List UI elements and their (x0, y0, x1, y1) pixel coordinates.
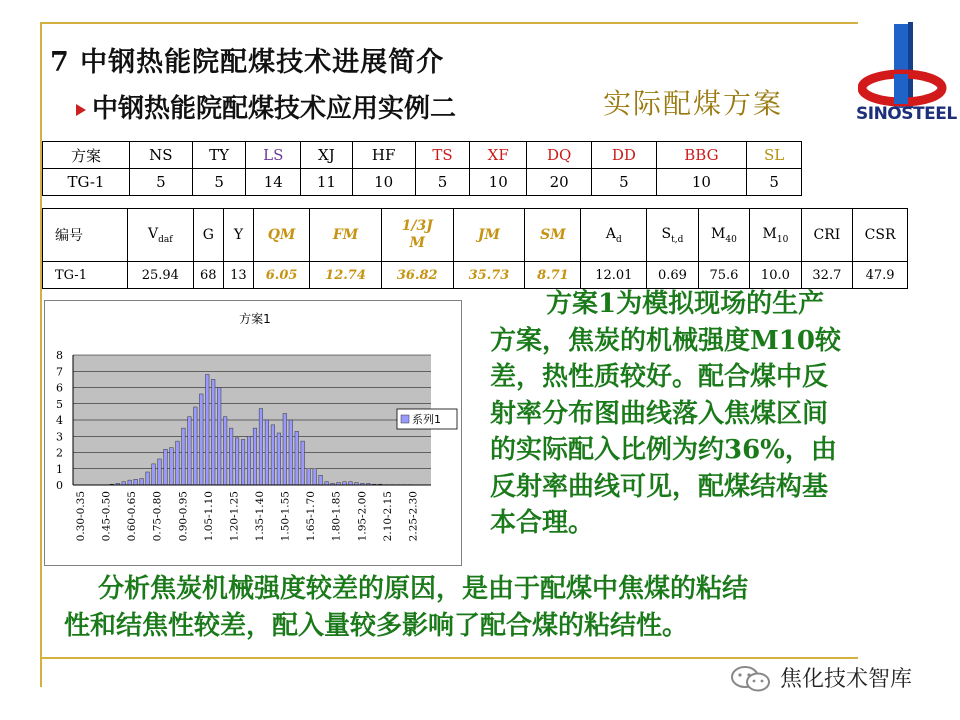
table-cell: SM (525, 209, 581, 262)
header-line: M (409, 235, 425, 251)
x-tick-label: 0.90-0.95 (177, 491, 190, 542)
subscript: d (616, 234, 622, 245)
top-rule (40, 22, 858, 24)
legend-label: 系列1 (412, 413, 441, 426)
table-cell: 35.73 (453, 262, 525, 289)
y-tick-label: 5 (56, 397, 63, 411)
table-cell: LS (246, 142, 301, 169)
table-cell: BBG (656, 142, 747, 169)
table-cell: 5 (747, 169, 802, 196)
y-tick-label: 4 (56, 414, 63, 427)
paragraph-line: 差，热性质较好。配合煤中反 (490, 362, 829, 392)
subscript: t,d (671, 234, 684, 245)
y-tick-label: 7 (56, 365, 63, 379)
bar (313, 469, 317, 485)
legend-swatch (401, 415, 409, 423)
paragraph-line: 的实际配入比例为约36%，由 (490, 435, 837, 465)
table-cell: 方案 (43, 142, 130, 169)
bar (229, 428, 233, 485)
bar (205, 375, 209, 486)
x-tick-label: 1.80-1.85 (330, 491, 343, 542)
subtitle (76, 88, 456, 125)
bar (265, 420, 269, 485)
y-tick-label: 2 (56, 446, 63, 460)
table-cell: TS (415, 142, 470, 169)
table-cell: 8.71 (525, 262, 581, 289)
paragraph-line: 性和结焦性较差，配入量较多影响了配合煤的粘结性。 (64, 610, 689, 641)
bar (188, 417, 192, 485)
bar (128, 480, 132, 485)
bar (164, 449, 168, 485)
subscript: daf (158, 234, 173, 245)
param-m10: M (762, 225, 777, 242)
table-cell: 20 (527, 169, 592, 196)
y-tick-label: 3 (56, 430, 63, 444)
bar (319, 475, 323, 485)
table-cell: JM (453, 209, 525, 262)
table-cell (698, 209, 749, 262)
x-tick-label: 1.65-1.70 (305, 491, 318, 542)
table-cell: 5 (415, 169, 470, 196)
table-cell: 10 (352, 169, 415, 196)
table-cell: DD (592, 142, 656, 169)
subscript: 10 (776, 234, 789, 245)
bar (199, 394, 203, 485)
bar (247, 436, 251, 485)
table-cell (128, 209, 194, 262)
table-cell: 68 (193, 262, 223, 289)
table-cell: 10 (470, 169, 527, 196)
x-tick-label: 1.35-1.40 (254, 491, 266, 542)
bar (235, 438, 239, 485)
paragraph-line: 反射率曲线可见，配煤结构基 (490, 471, 829, 502)
table-cell: G (193, 209, 223, 262)
table-cell: 5 (192, 169, 246, 196)
x-tick-label: 1.50-1.55 (279, 491, 292, 542)
table-cell (750, 209, 801, 262)
table-cell: 0.69 (647, 262, 698, 289)
table-cell: TG-1 (43, 262, 128, 289)
bar (253, 428, 257, 485)
bar (158, 459, 162, 485)
y-tick-label: 6 (56, 381, 63, 395)
table-cell: 14 (246, 169, 301, 196)
x-tick-label: 0.45-0.50 (100, 491, 113, 542)
bullet-arrow-icon (76, 104, 86, 116)
coke-quality-table (42, 208, 908, 289)
subscript: 40 (725, 234, 737, 245)
table-cell: 10.0 (750, 262, 801, 289)
table-cell: TG-1 (43, 169, 130, 196)
bar (241, 440, 245, 486)
bar (182, 428, 186, 485)
x-tick-label: 2.10-2.15 (381, 491, 394, 542)
table-cell: 10 (656, 169, 747, 196)
param-a: A (605, 225, 617, 242)
table-header-row (43, 142, 802, 169)
chart-title: 方案1 (239, 312, 271, 326)
table-cell: 5 (592, 169, 656, 196)
analysis-paragraph-2 (64, 571, 914, 644)
x-tick-label: 0.75-0.80 (151, 491, 164, 542)
x-tick-label: 2.25-2.30 (407, 491, 420, 542)
bar (140, 479, 144, 486)
param-s: S (661, 225, 672, 242)
watermark-text: 焦化技术智库 (780, 667, 913, 692)
table-row (43, 169, 802, 196)
bar (211, 379, 215, 485)
table-cell: 编号 (43, 209, 128, 262)
bar (170, 448, 174, 485)
bar (223, 417, 227, 485)
bar (259, 409, 263, 485)
table-cell (647, 209, 698, 262)
table-cell: 12.01 (581, 262, 647, 289)
bar (295, 431, 299, 485)
paragraph-line: 方案，焦炭的机械强度M10较 (490, 325, 841, 356)
header-line: 1/3J (401, 218, 433, 234)
bar (152, 464, 156, 485)
paragraph-line: 射率分布图曲线落入焦煤区间 (490, 398, 829, 429)
plan-label: 实际配煤方案 (603, 87, 784, 120)
table-cell: SL (747, 142, 802, 169)
x-tick-label: 0.60-0.65 (126, 491, 139, 542)
wechat-icon (728, 664, 774, 694)
y-tick-label: 8 (56, 349, 63, 362)
bottom-rule (40, 657, 858, 659)
bar (194, 407, 198, 485)
table-cell: 6.05 (254, 262, 310, 289)
table-cell: 11 (301, 169, 353, 196)
paragraph-line: 分析焦炭机械强度较差的原因，是由于配煤中焦煤的粘结 (98, 574, 749, 604)
table-cell: NS (130, 142, 193, 169)
y-tick-label: 1 (56, 462, 63, 476)
table-cell: XJ (301, 142, 353, 169)
slide-title: 7 中钢热能院配煤技术进展简介 (50, 47, 445, 78)
bar (277, 433, 281, 485)
table-cell: FM (310, 209, 382, 262)
table-cell: Y (223, 209, 253, 262)
bar (307, 469, 311, 485)
bar (134, 479, 138, 485)
bar (271, 425, 275, 485)
table-cell: TY (192, 142, 246, 169)
paragraph-line: 本合理。 (490, 508, 595, 538)
table-cell (581, 209, 647, 262)
chart-svg (45, 301, 461, 565)
x-tick-label: 1.05-1.10 (202, 491, 215, 542)
table-cell: 25.94 (128, 262, 194, 289)
bar (176, 441, 180, 485)
table-cell: 13 (223, 262, 253, 289)
param-v: V (148, 225, 159, 242)
bar (283, 414, 287, 486)
x-tick-label: 1.20-1.25 (228, 491, 241, 542)
y-tick-label: 0 (56, 479, 63, 492)
x-tick-label: 0.30-0.35 (75, 491, 87, 542)
left-rule (40, 22, 42, 687)
bar (146, 472, 150, 485)
reflectance-chart (44, 300, 462, 566)
table-cell: 47.9 (853, 262, 908, 289)
bar (301, 441, 305, 485)
table-cell: CSR (853, 209, 908, 262)
bar (289, 420, 293, 485)
table-cell: 5 (130, 169, 193, 196)
table-cell: 75.6 (698, 262, 749, 289)
table-row (43, 262, 908, 289)
table-cell: 12.74 (310, 262, 382, 289)
analysis-paragraph-1 (490, 286, 930, 542)
table-cell: XF (470, 142, 527, 169)
bar (217, 388, 221, 486)
table-cell: CRI (801, 209, 852, 262)
blend-ratio-table (42, 141, 802, 196)
table-cell: DQ (527, 142, 592, 169)
subtitle-text: 中钢热能院配煤技术应用实例二 (92, 94, 457, 124)
x-tick-label: 1.95-2.00 (356, 491, 369, 542)
logo-text: SINOSTEEL (856, 104, 957, 124)
table-cell: HF (352, 142, 415, 169)
table-header-row (43, 209, 908, 262)
param-m40: M (711, 225, 726, 242)
table-cell: 36.82 (381, 262, 453, 289)
paragraph-line: 方案1为模拟现场的生产 (546, 289, 825, 319)
table-cell (381, 209, 453, 262)
table-cell: 32.7 (801, 262, 852, 289)
table-cell: QM (254, 209, 310, 262)
